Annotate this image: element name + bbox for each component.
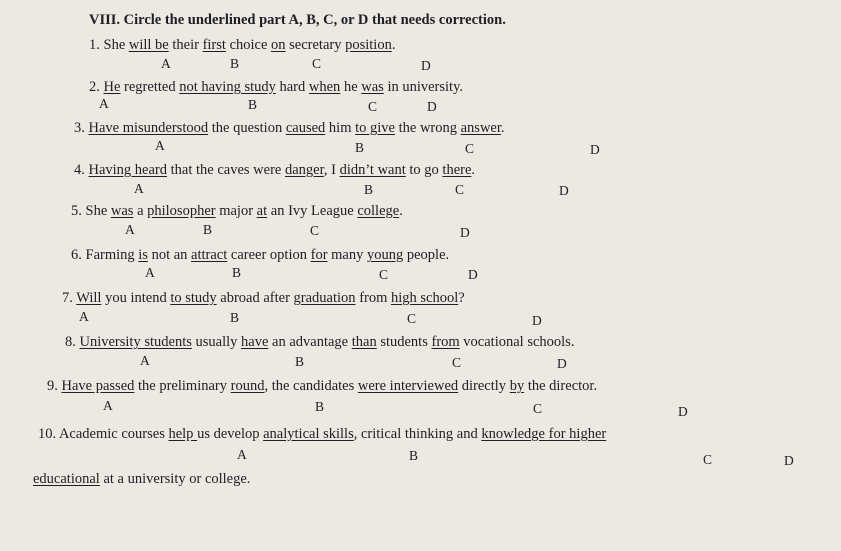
q3-text: . [500, 120, 505, 136]
q4-option-b[interactable]: danger [284, 162, 324, 178]
q4-text: that the caves were [167, 162, 285, 178]
q6-text: 6. Farming [71, 247, 139, 263]
q1-option-a[interactable]: will be [128, 37, 169, 53]
q10-continued-underline[interactable]: educational [33, 471, 100, 487]
q10-label-b: B [409, 448, 419, 463]
q2-label-a: A [99, 96, 109, 111]
q5-text: an Ivy League [267, 203, 358, 219]
q9-label-a: A [103, 398, 113, 413]
q3-option-c[interactable]: to give [355, 120, 395, 136]
question-9 [47, 378, 597, 394]
q1-text: secretary [285, 37, 346, 53]
q5-label-c: C [310, 223, 320, 238]
q2-label-d: D [427, 99, 437, 114]
q2-text: hard [275, 79, 309, 95]
q9-label-d: D [678, 404, 688, 419]
q9-text: directly [458, 378, 510, 394]
q1-option-d[interactable]: position [345, 37, 392, 53]
q2-option-a[interactable]: He [103, 79, 121, 95]
q8-text: usually [191, 334, 242, 350]
q8-text: an advantage [268, 334, 352, 350]
q1-label-a: A [161, 56, 171, 71]
q3-text: 3. [74, 120, 89, 136]
q1-text: 1. She [89, 37, 129, 53]
q9-text: 9. [47, 378, 62, 394]
q6-option-c[interactable]: for [310, 247, 328, 263]
q10-option-d[interactable]: higher [569, 426, 607, 442]
q9-text: the director. [524, 378, 598, 394]
question-3 [74, 120, 505, 136]
q1-option-c[interactable]: on [271, 37, 286, 53]
q8-text: students [376, 334, 432, 350]
q4-text: . [471, 162, 476, 178]
q10-text: , critical thinking and [353, 426, 482, 442]
q4-text: , I [323, 162, 340, 178]
q7-text: abroad after [216, 290, 294, 306]
q4-option-c[interactable]: didn’t want [339, 162, 406, 178]
q7-option-d[interactable]: high school [391, 290, 459, 306]
q7-text: 7. [62, 290, 77, 306]
q3-text: the question [208, 120, 286, 136]
q8-label-d: D [557, 356, 567, 371]
q5-option-a[interactable]: was [110, 203, 134, 219]
q1-option-b[interactable]: first [202, 37, 226, 53]
q3-option-d[interactable]: answer [460, 120, 501, 136]
q2-text: he [340, 79, 362, 95]
q2-option-b[interactable]: not having study [179, 79, 276, 95]
q3-option-a[interactable]: Have misunderstood [88, 120, 209, 136]
q9-option-b[interactable]: round [230, 378, 265, 394]
q4-option-a[interactable]: Having heard [88, 162, 168, 178]
q4-label-b: B [364, 182, 374, 197]
q7-text: from [355, 290, 391, 306]
question-1 [89, 37, 395, 53]
q10-label-d: D [784, 453, 794, 468]
q9-text: , the candidates [264, 378, 358, 394]
q7-option-c[interactable]: graduation [293, 290, 356, 306]
q4-text: 4. [74, 162, 89, 178]
q1-text: . [391, 37, 396, 53]
q2-text: 2. [89, 79, 104, 95]
q6-text: not an [147, 247, 192, 263]
q8-option-b[interactable]: have [241, 334, 269, 350]
q3-label-d: D [590, 142, 600, 157]
q7-label-d: D [532, 313, 542, 328]
q3-label-c: C [465, 141, 475, 156]
q6-option-a[interactable]: is [138, 247, 148, 263]
q6-label-b: B [232, 265, 242, 280]
q2-text: regretted [120, 79, 180, 95]
q7-label-b: B [230, 310, 240, 325]
q3-label-a: A [155, 138, 165, 153]
q6-option-b[interactable]: attract [191, 247, 228, 263]
q10-option-a[interactable]: help [168, 426, 198, 442]
q5-label-b: B [203, 222, 213, 237]
q3-option-b[interactable]: caused [285, 120, 326, 136]
q8-option-a[interactable]: University students [79, 334, 192, 350]
q6-text: career option [227, 247, 311, 263]
q7-text: you intend [101, 290, 171, 306]
q10-option-c-for[interactable]: for [548, 426, 570, 442]
q7-label-c: C [407, 311, 417, 326]
q10-label-a: A [237, 447, 247, 462]
q4-label-a: A [134, 181, 144, 196]
q6-label-d: D [468, 267, 478, 282]
question-8 [65, 334, 574, 350]
question-7 [62, 290, 465, 306]
q6-option-d[interactable]: young [367, 247, 404, 263]
q6-text: many [327, 247, 367, 263]
q3-text: the wrong [394, 120, 461, 136]
section-title: VIII. Circle the underlined part A, B, C, or D that needs correction. [89, 12, 506, 28]
q5-option-b[interactable]: philosopher [147, 203, 216, 219]
q8-option-c[interactable]: than [351, 334, 377, 350]
q2-option-d[interactable]: was [361, 79, 384, 95]
q7-label-a: A [79, 309, 89, 324]
q8-text: vocational schools. [459, 334, 575, 350]
question-2 [89, 79, 463, 95]
q5-text: major [215, 203, 257, 219]
q5-text: 5. She [71, 203, 111, 219]
q1-label-c: C [312, 56, 322, 71]
q8-label-a: A [140, 353, 150, 368]
q2-label-c: C [368, 99, 378, 114]
q5-text: a [133, 203, 148, 219]
q9-label-b: B [315, 399, 325, 414]
q1-text: choice [225, 37, 272, 53]
question-10-continuation [33, 471, 250, 487]
question-5 [71, 203, 403, 219]
q5-text: . [399, 203, 403, 219]
q9-option-a[interactable]: Have passed [61, 378, 135, 394]
q10-text: 10. Academic courses [38, 426, 169, 442]
q5-label-a: A [125, 222, 135, 237]
q10-text: us develop [197, 426, 264, 442]
q8-text: 8. [65, 334, 80, 350]
q7-option-b[interactable]: to study [170, 290, 217, 306]
q1-text: their [168, 37, 203, 53]
q5-label-d: D [460, 225, 470, 240]
q9-label-c: C [533, 401, 543, 416]
q1-label-d: D [421, 58, 431, 73]
q3-label-b: B [355, 140, 365, 155]
q2-option-c[interactable]: when [308, 79, 341, 95]
q4-option-d[interactable]: there [442, 162, 472, 178]
q2-label-b: B [248, 97, 258, 112]
q10-text: at a university or college. [99, 471, 251, 487]
q6-label-c: C [379, 267, 389, 282]
q8-label-b: B [295, 354, 305, 369]
q1-label-b: B [230, 56, 240, 71]
q10-label-c: C [703, 452, 713, 467]
q5-option-d[interactable]: college [357, 203, 400, 219]
q3-text: him [325, 120, 356, 136]
q9-option-d[interactable]: by [509, 378, 525, 394]
q5-option-c[interactable]: at [256, 203, 268, 219]
question-6 [71, 247, 449, 263]
q4-label-d: D [559, 183, 569, 198]
question-10 [38, 426, 606, 442]
q4-label-c: C [455, 182, 465, 197]
q9-text: the preliminary [134, 378, 231, 394]
q7-option-a[interactable]: Will [76, 290, 102, 306]
q10-option-c[interactable]: knowledge [481, 426, 549, 442]
q9-option-c[interactable]: were interviewed [357, 378, 459, 394]
q7-text: ? [458, 290, 465, 306]
q8-label-c: C [452, 355, 462, 370]
q8-option-d[interactable]: from [431, 334, 460, 350]
q6-label-a: A [145, 265, 155, 280]
q10-option-b[interactable]: analytical skills [263, 426, 354, 442]
q4-text: to go [405, 162, 443, 178]
q2-text: in university. [383, 79, 464, 95]
question-4 [74, 162, 475, 178]
q6-text: people. [403, 247, 450, 263]
